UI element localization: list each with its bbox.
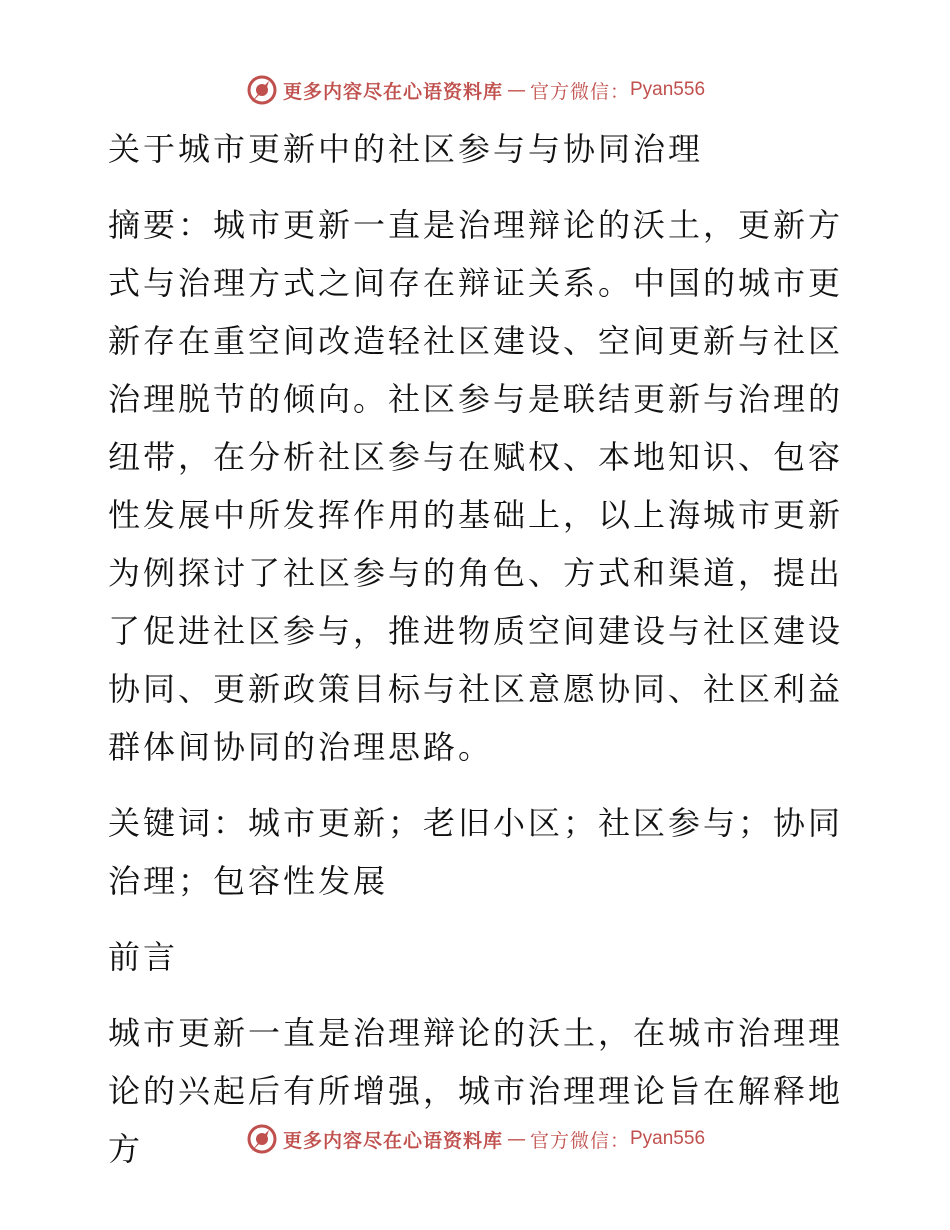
banner-separator: — bbox=[506, 79, 526, 101]
banner-brand: 更多内容尽在心语资料库 bbox=[282, 80, 503, 103]
preface-heading: 前言 bbox=[108, 938, 179, 976]
body-paragraph: 城市更新一直是治理辩论的沃土，在城市治理理论的兴起后有所增强，城市治理理论旨在解释地方 bbox=[108, 1014, 844, 1168]
banner-brand: 更多内容尽在心语资料库 bbox=[282, 1129, 503, 1152]
quill-pen-logo-icon bbox=[245, 1122, 279, 1156]
document-title: 关于城市更新中的社区参与与协同治理 bbox=[108, 130, 704, 168]
document-body bbox=[100, 120, 860, 1178]
abstract-paragraph: 摘要：城市更新一直是治理辩论的沃土，更新方式与治理方式之间存在辩证关系。中国的城市更新存在重空间改造轻社区建设、空间更新与社区治理脱节的倾向。社区参与是联结更新与治理的纽带，在分析社区参与在赋权、本地知识、包容性发展中所发挥作用的基础上，以上海城市更新为例探讨了社区参与的角色、方式和渠道，提出了促进社区参与，推进物质空间建设与社区建设协同、更新政策目标与社区意愿协同、社区利益群体间协同的治理思路。 bbox=[108, 206, 844, 766]
header-watermark-banner bbox=[0, 70, 950, 110]
footer-watermark-banner bbox=[0, 1119, 950, 1159]
keywords-paragraph: 关键词：城市更新；老旧小区；社区参与；协同治理；包容性发展 bbox=[108, 804, 844, 900]
banner-wechat-id: Pyan556 bbox=[630, 1128, 706, 1149]
banner-contact-label: 官方微信： bbox=[529, 1129, 630, 1152]
banner-wechat-id: Pyan556 bbox=[630, 79, 706, 100]
quill-pen-logo-icon bbox=[245, 73, 279, 107]
banner-contact-label: 官方微信： bbox=[529, 80, 630, 103]
banner-separator: — bbox=[506, 1128, 526, 1150]
